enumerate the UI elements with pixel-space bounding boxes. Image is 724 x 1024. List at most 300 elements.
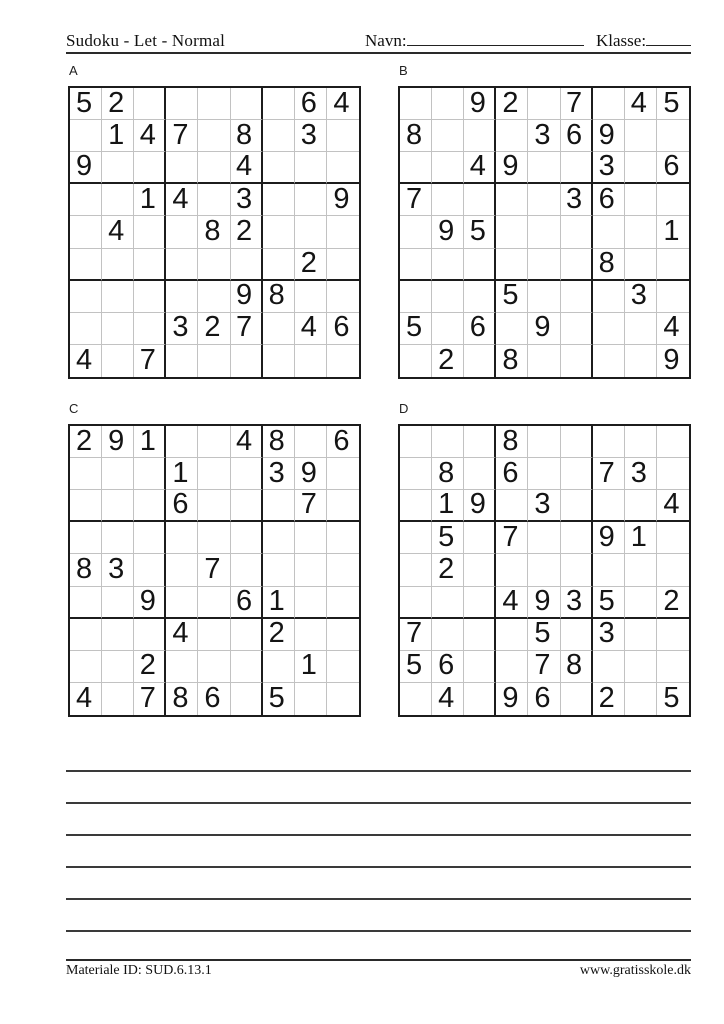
answer-line [66, 866, 691, 868]
sudoku-cell [70, 619, 102, 651]
sudoku-cell [400, 490, 432, 522]
sudoku-cell [327, 120, 359, 152]
sudoku-cell [496, 216, 528, 248]
sudoku-cell [464, 522, 496, 554]
sudoku-cell [464, 249, 496, 281]
sudoku-cell [625, 249, 657, 281]
sudoku-cell [561, 216, 593, 248]
sudoku-cell [134, 249, 166, 281]
sudoku-cell: 6 [432, 651, 464, 683]
sudoku-cell [102, 249, 134, 281]
sudoku-cell [134, 313, 166, 345]
sudoku-cell: 1 [432, 490, 464, 522]
sudoku-cell [70, 120, 102, 152]
sudoku-cell [295, 522, 327, 554]
sudoku-cell: 1 [657, 216, 689, 248]
sudoku-cell [231, 249, 263, 281]
sudoku-cell [166, 587, 198, 619]
sudoku-cell: 3 [561, 184, 593, 216]
sudoku-cell [166, 249, 198, 281]
sudoku-cell: 1 [134, 426, 166, 458]
sudoku-cell [295, 683, 327, 715]
sudoku-cell [657, 458, 689, 490]
sudoku-cell [295, 345, 327, 377]
sudoku-cell: 9 [464, 490, 496, 522]
sudoku-cell [166, 554, 198, 586]
sudoku-cell [496, 184, 528, 216]
sudoku-cell: 6 [464, 313, 496, 345]
sudoku-cell: 8 [198, 216, 230, 248]
sudoku-cell [657, 184, 689, 216]
sudoku-cell [432, 313, 464, 345]
sudoku-cell: 4 [657, 490, 689, 522]
sudoku-cell: 3 [528, 120, 560, 152]
sudoku-cell [231, 88, 263, 120]
sudoku-cell [400, 216, 432, 248]
sudoku-cell [496, 313, 528, 345]
sudoku-cell [295, 554, 327, 586]
footer-divider [66, 959, 691, 961]
sudoku-cell [166, 651, 198, 683]
sudoku-cell: 3 [625, 281, 657, 313]
sudoku-cell [561, 249, 593, 281]
sudoku-cell [561, 313, 593, 345]
sudoku-cell: 4 [496, 587, 528, 619]
sudoku-cell: 3 [528, 490, 560, 522]
material-id: Materiale ID: SUD.6.13.1 [66, 963, 212, 978]
sudoku-cell [263, 249, 295, 281]
sudoku-cell [102, 490, 134, 522]
sudoku-cell: 1 [625, 522, 657, 554]
sudoku-cell: 4 [70, 345, 102, 377]
sudoku-cell [528, 152, 560, 184]
sudoku-cell [657, 522, 689, 554]
sudoku-cell [295, 152, 327, 184]
sudoku-cell: 2 [102, 88, 134, 120]
sudoku-cell [102, 619, 134, 651]
sudoku-cell: 9 [70, 152, 102, 184]
sudoku-cell [593, 313, 625, 345]
sudoku-cell [528, 345, 560, 377]
sudoku-cell: 7 [231, 313, 263, 345]
sudoku-cell [198, 587, 230, 619]
sudoku-cell: 2 [70, 426, 102, 458]
sudoku-cell: 8 [166, 683, 198, 715]
sudoku-cell: 9 [528, 313, 560, 345]
sudoku-cell: 2 [432, 554, 464, 586]
sudoku-cell: 4 [166, 619, 198, 651]
sudoku-cell [593, 216, 625, 248]
sudoku-cell: 9 [464, 88, 496, 120]
sudoku-cell [327, 281, 359, 313]
sudoku-cell: 2 [496, 88, 528, 120]
sudoku-cell: 7 [166, 120, 198, 152]
sudoku-cell [625, 426, 657, 458]
sudoku-cell [327, 554, 359, 586]
sudoku-cell [263, 490, 295, 522]
sudoku-cell: 1 [166, 458, 198, 490]
sudoku-cell [102, 152, 134, 184]
sudoku-cell [102, 651, 134, 683]
sudoku-cell: 2 [263, 619, 295, 651]
sudoku-cell: 9 [231, 281, 263, 313]
sudoku-cell: 9 [496, 683, 528, 715]
sudoku-cell [134, 619, 166, 651]
sudoku-cell [464, 426, 496, 458]
sudoku-cell: 7 [134, 345, 166, 377]
sudoku-cell: 3 [625, 458, 657, 490]
sudoku-cell [70, 281, 102, 313]
sudoku-cell: 7 [198, 554, 230, 586]
sudoku-cell [625, 554, 657, 586]
sudoku-cell [528, 184, 560, 216]
sudoku-cell [657, 120, 689, 152]
sudoku-cell: 9 [432, 216, 464, 248]
sudoku-cell: 9 [593, 522, 625, 554]
sudoku-cell [400, 281, 432, 313]
page-title: Sudoku - Let - Normal [66, 31, 226, 50]
sudoku-cell: 4 [657, 313, 689, 345]
sudoku-cell: 6 [198, 683, 230, 715]
sudoku-cell [464, 120, 496, 152]
sudoku-cell: 4 [327, 88, 359, 120]
sudoku-cell: 3 [295, 120, 327, 152]
sudoku-cell [231, 345, 263, 377]
sudoku-cell: 1 [263, 587, 295, 619]
sudoku-cell [166, 522, 198, 554]
sudoku-cell [464, 683, 496, 715]
sudoku-cell [70, 490, 102, 522]
sudoku-cell [625, 152, 657, 184]
sudoku-cell: 8 [496, 345, 528, 377]
sudoku-cell [263, 120, 295, 152]
sudoku-cell: 5 [593, 587, 625, 619]
sudoku-cell: 7 [593, 458, 625, 490]
sudoku-cell: 9 [593, 120, 625, 152]
sudoku-cell [166, 281, 198, 313]
grid-label-d: D [399, 401, 409, 416]
sudoku-cell [134, 152, 166, 184]
sudoku-cell [198, 426, 230, 458]
sudoku-cell [231, 619, 263, 651]
sudoku-cell [464, 651, 496, 683]
sudoku-cell [295, 587, 327, 619]
sudoku-cell [134, 281, 166, 313]
grid-label-c: C [69, 401, 79, 416]
sudoku-cell [400, 88, 432, 120]
sudoku-cell [198, 619, 230, 651]
sudoku-cell [327, 587, 359, 619]
sudoku-cell [263, 522, 295, 554]
sudoku-cell [432, 619, 464, 651]
answer-lines [66, 770, 691, 962]
sudoku-cell [561, 490, 593, 522]
sudoku-cell [657, 281, 689, 313]
sudoku-cell [70, 458, 102, 490]
sudoku-cell: 9 [327, 184, 359, 216]
sudoku-cell [528, 281, 560, 313]
sudoku-cell [327, 522, 359, 554]
sudoku-cell [166, 152, 198, 184]
sudoku-cell: 5 [657, 88, 689, 120]
sudoku-cell [561, 458, 593, 490]
sudoku-cell: 2 [295, 249, 327, 281]
sudoku-cell: 3 [231, 184, 263, 216]
sudoku-cell: 4 [464, 152, 496, 184]
sudoku-cell: 3 [263, 458, 295, 490]
sudoku-cell [625, 619, 657, 651]
sudoku-cell [593, 345, 625, 377]
sudoku-cell [400, 152, 432, 184]
sudoku-cell [231, 554, 263, 586]
sudoku-cell [102, 281, 134, 313]
sudoku-cell [263, 88, 295, 120]
sudoku-cell: 9 [496, 152, 528, 184]
name-label: Navn: [365, 31, 407, 50]
sudoku-cell [432, 152, 464, 184]
sudoku-cell [102, 313, 134, 345]
sudoku-cell [198, 249, 230, 281]
sudoku-cell: 6 [561, 120, 593, 152]
sudoku-cell [593, 426, 625, 458]
sudoku-cell [625, 490, 657, 522]
sudoku-cell [625, 216, 657, 248]
sudoku-cell: 7 [496, 522, 528, 554]
sudoku-cell [70, 587, 102, 619]
sudoku-cell [327, 216, 359, 248]
sudoku-cell: 3 [561, 587, 593, 619]
sudoku-cell [561, 554, 593, 586]
sudoku-cell: 6 [327, 313, 359, 345]
grid-label-b: B [399, 63, 408, 78]
sudoku-cell [496, 120, 528, 152]
sudoku-cell [593, 88, 625, 120]
sudoku-cell [295, 619, 327, 651]
sudoku-cell [464, 458, 496, 490]
sudoku-cell: 5 [663, 681, 680, 714]
sudoku-cell [625, 313, 657, 345]
sudoku-cell: 6 [593, 184, 625, 216]
sudoku-cell [528, 426, 560, 458]
sudoku-cell: 4 [231, 426, 263, 458]
sudoku-cell [327, 458, 359, 490]
sudoku-cell: 8 [400, 120, 432, 152]
sudoku-cell [528, 522, 560, 554]
sudoku-cell [400, 587, 432, 619]
sudoku-cell: 3 [593, 152, 625, 184]
sudoku-cell [432, 426, 464, 458]
sudoku-cell [295, 426, 327, 458]
sudoku-cell [102, 587, 134, 619]
sudoku-cell: 4 [102, 216, 134, 248]
sudoku-cell [496, 619, 528, 651]
sudoku-cell [657, 651, 689, 683]
sudoku-cell [496, 490, 528, 522]
sudoku-cell [400, 522, 432, 554]
sudoku-grid-a [68, 86, 361, 379]
sudoku-cell [593, 651, 625, 683]
sudoku-cell [327, 345, 359, 377]
sudoku-cell [464, 281, 496, 313]
sudoku-cell [295, 184, 327, 216]
sudoku-cell [496, 651, 528, 683]
sudoku-cell [327, 249, 359, 281]
sudoku-cell [327, 490, 359, 522]
sudoku-cell [102, 345, 134, 377]
sudoku-cell [263, 313, 295, 345]
sudoku-cell [263, 216, 295, 248]
sudoku-cell: 7 [134, 683, 166, 715]
sudoku-cell: 6 [231, 587, 263, 619]
sudoku-cell: 9 [102, 426, 134, 458]
sudoku-cell: 8 [70, 554, 102, 586]
sudoku-cell: 9 [663, 343, 680, 376]
grid-label-a: A [69, 63, 78, 78]
website-url: www.gratisskole.dk [579, 963, 691, 978]
name-field [365, 31, 584, 51]
sudoku-cell [198, 651, 230, 683]
sudoku-cell: 2 [198, 313, 230, 345]
sudoku-cell: 6 [657, 152, 689, 184]
answer-line [66, 898, 691, 900]
sudoku-cell [625, 345, 657, 377]
sudoku-cell [657, 619, 689, 651]
sudoku-cell: 8 [561, 651, 593, 683]
sudoku-cell [134, 458, 166, 490]
sudoku-cell [327, 152, 359, 184]
sudoku-cell [625, 120, 657, 152]
sudoku-cell [528, 554, 560, 586]
sudoku-cell [625, 683, 657, 715]
sudoku-cell [400, 458, 432, 490]
sudoku-cell: 7 [561, 88, 593, 120]
sudoku-cell [561, 152, 593, 184]
name-blank-line [407, 32, 584, 46]
sudoku-grid-c [68, 424, 361, 717]
sudoku-cell: 6 [496, 458, 528, 490]
sudoku-cell [198, 152, 230, 184]
sudoku-cell [327, 683, 359, 715]
sudoku-cell [263, 345, 295, 377]
sudoku-cell [496, 249, 528, 281]
sudoku-cell [464, 619, 496, 651]
sudoku-cell: 8 [432, 458, 464, 490]
sudoku-cell [263, 651, 295, 683]
sudoku-cell: 1 [295, 651, 327, 683]
sudoku-cell [657, 249, 689, 281]
sudoku-cell: 4 [70, 683, 102, 715]
sudoku-cell [231, 490, 263, 522]
sudoku-cell [198, 345, 230, 377]
sudoku-cell [295, 216, 327, 248]
sudoku-cell [657, 426, 689, 458]
header-divider [66, 52, 691, 54]
sudoku-cell [625, 184, 657, 216]
answer-line [66, 834, 691, 836]
sudoku-cell [528, 249, 560, 281]
class-label: Klasse: [596, 31, 647, 50]
sudoku-cell [134, 490, 166, 522]
sudoku-cell: 8 [231, 120, 263, 152]
sudoku-cell: 5 [496, 281, 528, 313]
sudoku-cell: 3 [102, 554, 134, 586]
sudoku-cell: 7 [400, 184, 432, 216]
sudoku-cell [464, 554, 496, 586]
sudoku-cell: 2 [593, 683, 625, 715]
sudoku-cell [263, 184, 295, 216]
sudoku-cell: 6 [528, 683, 560, 715]
sudoku-cell: 2 [657, 587, 689, 619]
sudoku-cell: 8 [263, 281, 295, 313]
sudoku-cell [231, 458, 263, 490]
sudoku-cell: 2 [432, 345, 464, 377]
answer-line [66, 802, 691, 804]
sudoku-cell [625, 587, 657, 619]
answer-line [66, 770, 691, 772]
sudoku-cell [593, 554, 625, 586]
sudoku-cell: 5 [400, 651, 432, 683]
sudoku-cell: 9 [295, 458, 327, 490]
sudoku-grid-b [398, 86, 691, 379]
sudoku-cell [400, 426, 432, 458]
sudoku-cell [70, 313, 102, 345]
sudoku-cell [432, 281, 464, 313]
sudoku-cell: 7 [400, 619, 432, 651]
sudoku-cell [134, 216, 166, 248]
sudoku-cell [528, 458, 560, 490]
sudoku-cell [102, 683, 134, 715]
sudoku-cell [400, 683, 432, 715]
sudoku-cell: 7 [295, 490, 327, 522]
sudoku-cell [432, 184, 464, 216]
sudoku-cell [198, 88, 230, 120]
sudoku-cell [102, 458, 134, 490]
class-field [596, 31, 691, 51]
sudoku-cell [400, 554, 432, 586]
sudoku-cell [231, 651, 263, 683]
sudoku-cell [561, 522, 593, 554]
answer-line [66, 930, 691, 932]
sudoku-cell [528, 216, 560, 248]
sudoku-cell [102, 522, 134, 554]
class-blank-line [646, 32, 691, 46]
sudoku-cell [198, 281, 230, 313]
sudoku-cell [70, 522, 102, 554]
sudoku-cell: 4 [231, 152, 263, 184]
sudoku-cell: 5 [432, 522, 464, 554]
sudoku-cell [593, 490, 625, 522]
sudoku-cell [625, 651, 657, 683]
sudoku-cell: 5 [70, 88, 102, 120]
sudoku-cell: 3 [166, 313, 198, 345]
sudoku-cell [166, 345, 198, 377]
sudoku-cell [198, 490, 230, 522]
sudoku-cell [102, 184, 134, 216]
sudoku-cell [134, 522, 166, 554]
sudoku-cell [166, 426, 198, 458]
sudoku-cell: 8 [593, 249, 625, 281]
sudoku-cell [198, 458, 230, 490]
sudoku-cell [432, 88, 464, 120]
sudoku-cell [561, 281, 593, 313]
sudoku-cell [400, 249, 432, 281]
sudoku-cell [464, 345, 496, 377]
sudoku-cell [657, 554, 689, 586]
sudoku-cell: 4 [625, 88, 657, 120]
sudoku-cell [166, 88, 198, 120]
sudoku-cell: 4 [295, 313, 327, 345]
sudoku-cell [561, 619, 593, 651]
